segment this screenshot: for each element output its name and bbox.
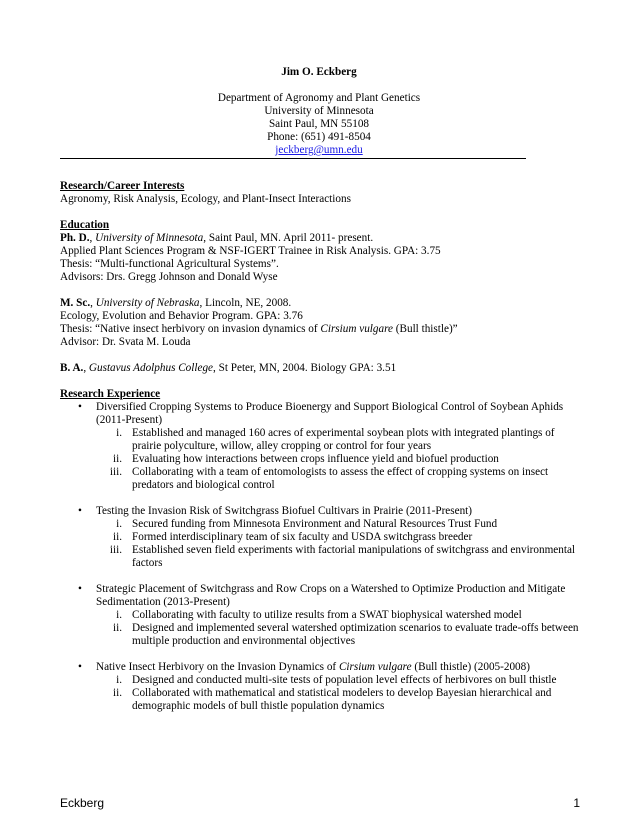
phd-degree: Ph. D. [60,232,90,244]
education-phd: Education Ph. D., University of Minnesota, Saint Paul, MN. April 2011- present. Applied Plant Sciences Program & NSF-IGERT Trainee in Risk Analysis. GPA: 3.75 Thesis: “Multi-functional Agricultural Systems”. Advisors: Drs. Gregg Johnson and Donald Wyse [60,219,580,284]
phd-thesis: Thesis: “Multi-functional Agricultural Systems”. [60,258,279,270]
list-item: iii. Established seven field experiments with factorial manipulations of switchgrass and environmental factors [109,544,576,569]
education-msc: M. Sc., University of Nebraska, Lincoln, NE, 2008. Ecology, Evolution and Behavior Program. GPA: 3.76 Thesis: “Native insect herbivory on invasion dynamics of Cirsium vulgare (Bull thistle)” Advisor: Dr. Svata M. Louda [60,297,580,349]
ba-degree: B. A. [60,362,84,374]
bullet-icon: • [78,505,82,517]
project-title: Testing the Invasion Risk of Switchgrass Biofuel Cultivars in Prairie (2011-Present) [96,505,473,517]
list-item: ii. Designed and implemented several watershed optimization scenarios to evaluate trade-offs between multiple production and environmental objectives [112,622,579,647]
resume-body [60,180,580,713]
page-number: 1 [573,796,580,810]
list-item: i. Collaborating with faculty to utilize results from a SWAT biophysical watershed model [116,609,522,621]
project-title: Diversified Cropping Systems to Produce Bioenergy and Support Biological Control of Soybean Aphids (2011-Present) [96,401,564,426]
phd-school: University of Minnesota [95,232,204,244]
bullet-icon: • [78,583,82,595]
list-item: i. Secured funding from Minnesota Environment and Natural Resources Trust Fund [116,518,498,530]
contact-header [0,66,638,157]
project-item [60,505,580,570]
research-interests-section [60,180,580,206]
research-experience-section [60,388,580,713]
section-heading-education: Education [60,219,110,231]
list-item: i. Designed and conducted multi-site tests of population level effects of herbivores on bull thistle [116,674,557,686]
project-item [60,661,580,713]
footer-name: Eckberg [60,796,105,810]
phd-advisors: Advisors: Drs. Gregg Johnson and Donald Wyse [60,271,278,283]
education-ba: B. A., Gustavus Adolphus College, St Peter, MN, 2004. Biology GPA: 3.51 [60,362,397,374]
msc-school: University of Nebraska [95,297,200,309]
phd-program: Applied Plant Sciences Program & NSF-IGERT Trainee in Risk Analysis. GPA: 3.75 [60,245,441,257]
bullet-icon: • [78,661,82,673]
interests-text: Agronomy, Risk Analysis, Ecology, and Plant-Insect Interactions [60,193,351,205]
list-item: ii. Evaluating how interactions between crops influence yield and biofuel production [112,453,499,465]
list-item: ii. Formed interdisciplinary team of six faculty and USDA switchgrass breeder [112,531,473,543]
address: Saint Paul, MN 55108 [268,118,370,130]
project-title: Strategic Placement of Switchgrass and Row Crops on a Watershed to Optimize Production and Mitigate Sedimentation (2013-Present) [96,583,566,608]
list-item: iii. Collaborating with a team of entomologists to assess the effect of cropping systems on insect predators and biological control [109,466,549,491]
msc-details: , Lincoln, NE, 2008. [199,297,292,309]
email-link[interactable]: jeckberg@umn.edu [275,144,363,156]
list-item: i. Established and managed 160 acres of experimental soybean plots with integrated plantings of prairie polyculture, willow, alley cropping or control for four years [116,427,555,452]
bullet-icon: • [78,401,82,413]
project-title: Native Insect Herbivory on the Invasion Dynamics of Cirsium vulgare (Bull thistle) (2005-2008) [96,661,530,673]
university: University of Minnesota [264,105,374,117]
msc-degree: M. Sc. [60,297,91,309]
project-item [60,583,580,648]
department: Department of Agronomy and Plant Genetics [217,92,421,104]
ba-details: , St Peter, MN, 2004. Biology GPA: 3.51 [213,362,397,374]
section-heading-experience: Research Experience [60,388,161,400]
msc-program: Ecology, Evolution and Behavior Program. GPA: 3.76 [60,310,303,322]
author-name: Jim O. Eckberg [281,66,357,78]
phd-details: , Saint Paul, MN. April 2011- present. [203,232,374,244]
project-item [60,401,580,492]
ba-school: Gustavus Adolphus College [88,362,214,374]
msc-thesis: Thesis: “Native insect herbivory on invasion dynamics of Cirsium vulgare (Bull thistle)” [60,323,458,335]
list-item: ii. Collaborated with mathematical and statistical modelers to develop Bayesian hierarchical and demographic models of bull thistle population dynamics [112,687,552,712]
phone: Phone: (651) 491-8504 [267,131,371,143]
msc-advisor: Advisor: Dr. Svata M. Louda [60,336,191,348]
header-divider [60,158,526,159]
section-heading-interests: Research/Career Interests [60,180,185,192]
